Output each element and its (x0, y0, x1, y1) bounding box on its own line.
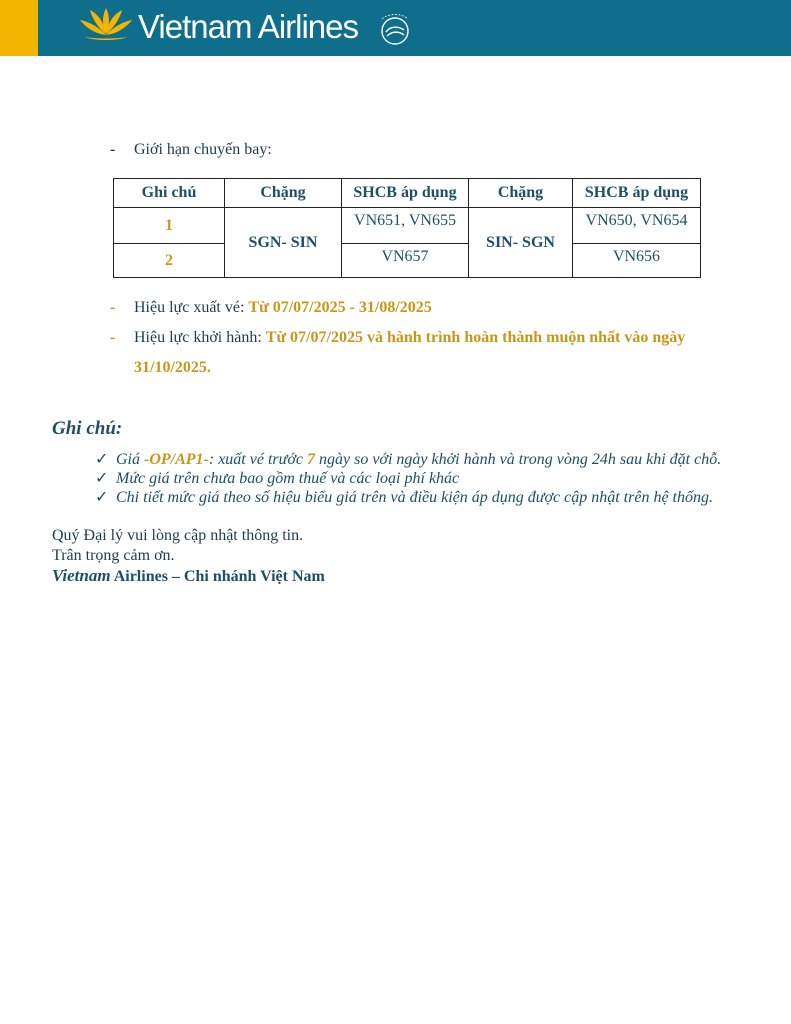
note-text: Mức giá trên chưa bao gồm thuế và các loại phí khác (116, 470, 460, 487)
dash-bullet: - (110, 329, 116, 346)
column-header: SHCB áp dụng (573, 179, 701, 208)
departure-validity-cont (134, 358, 211, 378)
lotus-logo-icon (76, 4, 136, 44)
flight-limit-table (113, 178, 701, 278)
ticketing-validity-label: Hiệu lực xuất vé: (134, 299, 249, 316)
departure-validity-value: Từ 07/07/2025 và hành trình hoàn thành muộn nhất vào ngày (265, 329, 686, 346)
signature (52, 566, 325, 586)
note-text: ngày so với ngày khởi hành và trong vòng 24h sau khi đặt chỗ. (315, 451, 722, 468)
note-item (95, 469, 459, 488)
column-header: SHCB áp dụng (342, 179, 469, 208)
closing-line-2: Trân trọng cảm ơn. (52, 547, 175, 564)
flight-limit-label: Giới hạn chuyến bay: (134, 141, 272, 158)
table-cell-note: 1 (114, 208, 225, 244)
table-row (114, 244, 701, 278)
note-text: : xuất vé trước (208, 451, 307, 468)
departure-validity-end-date: 31/10/2025. (134, 359, 211, 376)
ticketing-validity-row (110, 298, 432, 318)
checkmark-icon: ✓ (95, 451, 109, 468)
column-header: Chặng (225, 179, 342, 208)
ticketing-validity-value: Từ 07/07/2025 - 31/08/2025 (248, 299, 432, 316)
column-header: Chặng (469, 179, 573, 208)
note-text: Giá (116, 451, 144, 468)
table-cell-route-out: SGN- SIN (225, 208, 342, 278)
brand-name: Vietnam Airlines (138, 8, 359, 45)
dash-bullet: - (110, 141, 116, 158)
notes-title: Ghi chú: (52, 418, 123, 439)
flight-limit-row (110, 140, 272, 160)
column-header: Ghi chú (114, 179, 225, 208)
table-cell-flights-in: VN650, VN654 (573, 208, 701, 244)
signature-rest: Airlines – Chi nhánh Việt Nam (110, 568, 325, 585)
note-item (95, 488, 713, 507)
signature-brand: Vietnam (52, 566, 111, 585)
table-cell-flights-in: VN656 (573, 244, 701, 278)
skyteam-icon (376, 10, 414, 48)
table-cell-flights-out: VN657 (342, 244, 469, 278)
departure-validity-label: Hiệu lực khởi hành: (134, 329, 266, 346)
checkmark-icon: ✓ (95, 470, 109, 487)
days-value: 7 (307, 451, 315, 468)
header-accent-stripe (0, 0, 38, 56)
table-header-row (114, 179, 701, 208)
table-cell-note: 2 (114, 244, 225, 278)
departure-validity-row (110, 328, 685, 348)
checkmark-icon: ✓ (95, 489, 109, 506)
closing-line-1: Quý Đại lý vui lòng cập nhật thông tin. (52, 527, 304, 544)
dash-bullet: - (110, 299, 116, 316)
fare-code: -OP/AP1- (144, 451, 209, 468)
note-text: Chi tiết mức giá theo số hiệu biểu giá trên và điều kiện áp dụng được cập nhật trên hệ thống. (116, 489, 713, 506)
table-cell-flights-out: VN651, VN655 (342, 208, 469, 244)
note-item (95, 450, 721, 469)
table-cell-route-in: SIN- SGN (469, 208, 573, 278)
table-row (114, 208, 701, 244)
